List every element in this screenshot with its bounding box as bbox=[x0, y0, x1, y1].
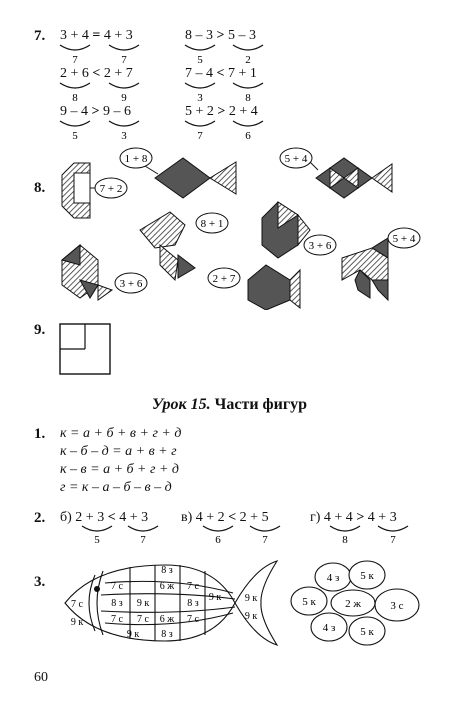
expr: 2 + 3 bbox=[75, 510, 105, 525]
fish-region: 7 с bbox=[111, 614, 123, 625]
fish-region: 8 з bbox=[161, 565, 173, 576]
fish-region: 7 с bbox=[71, 599, 83, 610]
task1-line: г = к – а – б – в – д bbox=[60, 480, 172, 495]
expr: 9 – 6 bbox=[102, 104, 131, 119]
fish-region: 6 ж bbox=[159, 614, 175, 625]
figure-label: 7 + 2 bbox=[99, 183, 123, 195]
figure-label: 1 + 8 bbox=[124, 153, 148, 165]
task2-braces bbox=[0, 520, 456, 550]
sign: < bbox=[216, 66, 225, 81]
petal-label: 5 к bbox=[302, 596, 316, 608]
task7-number: 7. bbox=[34, 28, 46, 44]
expr: 4 + 2 bbox=[195, 510, 225, 525]
figure-label: 3 + 6 bbox=[308, 240, 332, 252]
expr: 4 + 4 bbox=[323, 510, 353, 525]
task1-number: 1. bbox=[34, 426, 46, 442]
lesson-heading bbox=[152, 396, 307, 414]
fish-region: 7 с bbox=[187, 614, 199, 625]
result: 9 bbox=[121, 92, 127, 104]
expr: 4 + 3 bbox=[119, 510, 149, 525]
task3-fish-picture bbox=[55, 553, 285, 653]
result: 8 bbox=[342, 534, 348, 546]
figure-label: 5 + 4 bbox=[284, 153, 308, 165]
flower-center-label: 2 ж bbox=[345, 598, 361, 610]
fish-region: 9 к bbox=[244, 593, 258, 604]
expr: 2 + 6 bbox=[60, 66, 89, 81]
sign: > bbox=[217, 104, 226, 119]
petal-label: 4 з bbox=[326, 572, 340, 584]
fish-region: 7 с bbox=[111, 581, 123, 592]
sign: > bbox=[216, 28, 225, 43]
result: 7 bbox=[262, 534, 268, 546]
fish-eye bbox=[94, 586, 100, 592]
result: 3 bbox=[121, 130, 127, 142]
expr: 3 + 4 bbox=[60, 28, 89, 43]
task8-tangram-figures bbox=[0, 140, 456, 310]
expr: 5 + 2 bbox=[185, 104, 214, 119]
task8-number: 8. bbox=[34, 180, 46, 196]
expr: 9 – 4 bbox=[60, 104, 88, 119]
expr: 4 + 3 bbox=[367, 510, 397, 525]
result: 3 bbox=[197, 92, 203, 104]
tangram-figure-bird bbox=[342, 228, 420, 300]
expr: 7 – 4 bbox=[185, 66, 213, 81]
figure-label: 8 + 1 bbox=[200, 218, 224, 230]
petal-label: 3 с bbox=[390, 600, 404, 612]
fish-region: 8 з bbox=[187, 598, 199, 609]
task1-line: к – б – д = а + в + г bbox=[60, 444, 177, 459]
result: 5 bbox=[197, 54, 203, 66]
item-letter: в) bbox=[181, 510, 193, 525]
fish-region: 9 к bbox=[126, 629, 140, 640]
fish-region: 9 к bbox=[70, 617, 84, 628]
result: 8 bbox=[245, 92, 251, 104]
tangram-figure-fish-right bbox=[280, 148, 392, 198]
tangram-figure-house bbox=[62, 245, 147, 300]
fish-region: 7 с bbox=[137, 614, 149, 625]
item-letter: г) bbox=[310, 510, 321, 525]
fish-region: 9 к bbox=[208, 592, 222, 603]
item-letter: б) bbox=[60, 510, 72, 525]
sign: > bbox=[356, 510, 365, 525]
fish-region: 6 ж bbox=[159, 581, 175, 592]
sign: < bbox=[92, 66, 101, 81]
lesson-number: Урок 15. bbox=[152, 396, 211, 413]
result: 7 bbox=[197, 130, 203, 142]
result: 7 bbox=[140, 534, 146, 546]
task1-line: к = а + б + в + г + д bbox=[60, 426, 182, 441]
fish-region: 7 с bbox=[187, 581, 199, 592]
lesson-title: Части фигур bbox=[214, 396, 307, 413]
task3-flower-picture bbox=[285, 557, 435, 649]
tangram-figure-hexagon bbox=[262, 202, 336, 258]
figure-label: 2 + 7 bbox=[212, 273, 236, 285]
figure-label: 3 + 6 bbox=[119, 278, 143, 290]
expr: 8 – 3 bbox=[185, 28, 213, 43]
expr: 4 + 3 bbox=[103, 28, 133, 43]
result: 5 bbox=[94, 534, 100, 546]
tangram-figure-fish bbox=[120, 148, 236, 198]
sign: > bbox=[91, 104, 100, 119]
figure-label: 5 + 4 bbox=[392, 233, 416, 245]
result: 8 bbox=[72, 92, 78, 104]
sign: < bbox=[228, 510, 237, 525]
tangram-figure-c bbox=[62, 163, 127, 218]
task3-number: 3. bbox=[34, 574, 46, 590]
result: 7 bbox=[72, 54, 78, 66]
result: 5 bbox=[72, 130, 78, 142]
result: 6 bbox=[215, 534, 221, 546]
expr: 7 + 1 bbox=[227, 66, 257, 81]
expr: 2 + 5 bbox=[239, 510, 269, 525]
result: 7 bbox=[390, 534, 396, 546]
expr: 2 + 7 bbox=[103, 66, 133, 81]
result: 6 bbox=[245, 130, 251, 142]
petal-label: 5 к bbox=[360, 626, 374, 638]
task7-braces bbox=[0, 0, 456, 150]
page-number: 60 bbox=[34, 670, 48, 685]
fish-region: 9 к bbox=[136, 598, 150, 609]
sign: < bbox=[107, 510, 116, 525]
task2-number: 2. bbox=[34, 510, 46, 526]
fish-region: 8 з bbox=[161, 629, 173, 640]
expr: 5 – 3 bbox=[227, 28, 256, 43]
task9-number: 9. bbox=[34, 322, 46, 338]
tangram-figure-fish-bottom bbox=[208, 265, 300, 310]
fish-region: 9 к bbox=[244, 611, 258, 622]
result: 2 bbox=[245, 54, 251, 66]
sign: = bbox=[92, 28, 101, 43]
fish-region: 8 з bbox=[111, 598, 123, 609]
task9-square-diagram bbox=[58, 322, 114, 378]
task1-line: к – в = а + б + г + д bbox=[60, 462, 179, 477]
petal-label: 5 к bbox=[360, 570, 374, 582]
petal-label: 4 з bbox=[322, 622, 336, 634]
expr: 2 + 4 bbox=[228, 104, 258, 119]
result: 7 bbox=[121, 54, 127, 66]
